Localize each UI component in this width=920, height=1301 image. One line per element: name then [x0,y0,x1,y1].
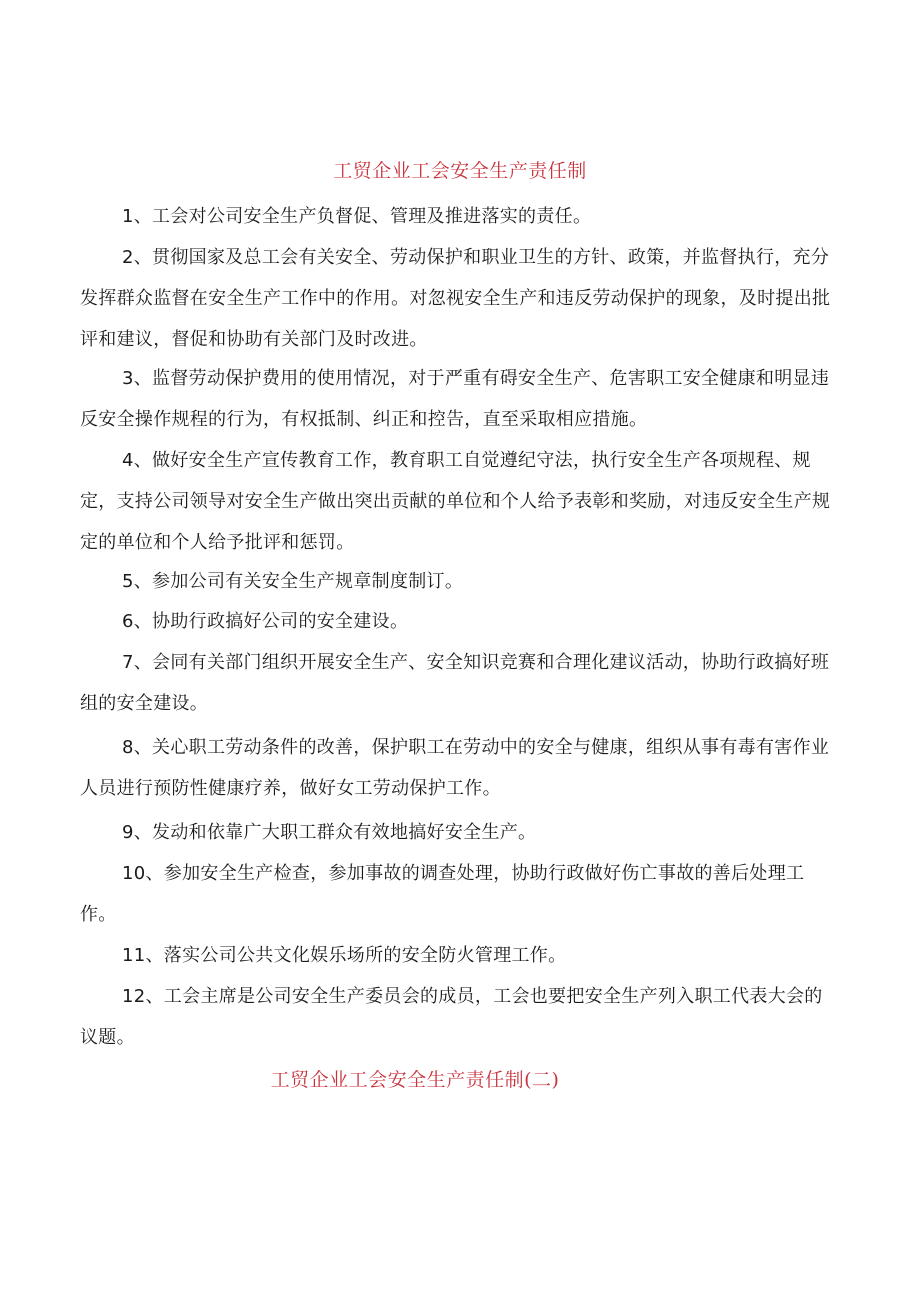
clause-4: 4、做好安全生产宣传教育工作，教育职工自觉遵纪守法，执行安全生产各项规程、规定，支持公司领导对安全生产做出突出贡献的单位和个人给予表彰和奖励，对违反安全生产规定的单位和个人给予批评和惩罚。 [80,450,831,553]
clause-10: 10、参加安全生产检查，参加事故的调查处理，协助行政做好伤亡事故的善后处理工作。 [80,863,805,925]
clause-1: 1、工会对公司安全生产负督促、管理及推进落实的责任。 [122,206,592,227]
clause-6: 6、协助行政搞好公司的安全建设。 [122,611,409,632]
second-document-title: 工贸企业工会安全生产责任制(二) [270,1069,560,1091]
clause-7: 7、会同有关部门组织开展安全生产、安全知识竞赛和合理化建议活动，协助行政搞好班组的安全建设。 [80,652,830,714]
clause-2: 2、贯彻国家及总工会有关安全、劳动保护和职业卫生的方针、政策，并监督执行，充分发挥群众监督在安全生产工作中的作用。对忽视安全生产和违反劳动保护的现象，及时提出批评和建议，督促和协助有关部门及时改进。 [80,247,831,350]
clause-12: 12、工会主席是公司安全生产委员会的成员，工会也要把安全生产列入职工代表大会的议题。 [80,986,823,1048]
clause-8: 8、关心职工劳动条件的改善，保护职工在劳动中的安全与健康，组织从事有毒有害作业人员进行预防性健康疗养，做好女工劳动保护工作。 [80,737,830,799]
document-title: 工贸企业工会安全生产责任制 [333,160,587,182]
clause-5: 5、参加公司有关安全生产规章制度制订。 [122,571,464,592]
clause-9: 9、发动和依靠广大职工群众有效地搞好安全生产。 [122,822,537,843]
clause-3: 3、监督劳动保护费用的使用情况，对于严重有碍安全生产、危害职工安全健康和明显违反安全操作规程的行为，有权抵制、纠正和控告，直至采取相应措施。 [80,368,830,430]
clause-11: 11、落实公司公共文化娱乐场所的安全防火管理工作。 [122,945,567,966]
